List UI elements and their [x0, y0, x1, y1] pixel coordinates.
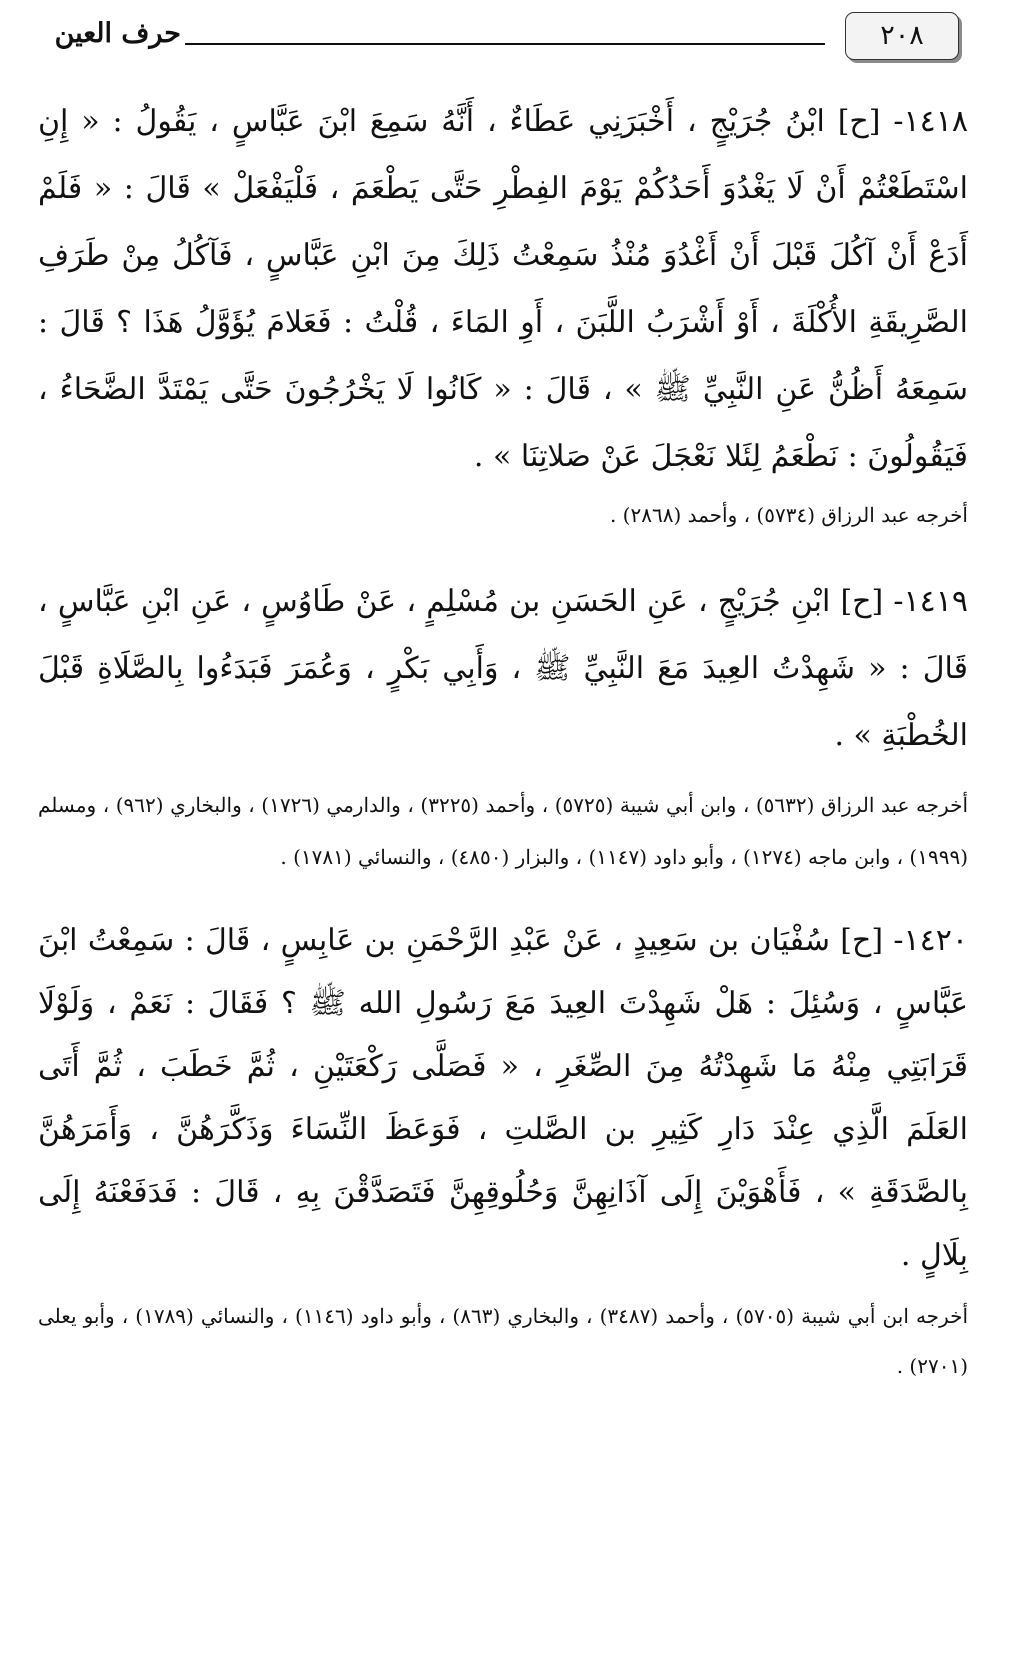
- header-rule: [185, 43, 825, 45]
- hadith-1420: ١٤٢٠- [ح] سُفْيَان بن سَعِيدٍ ، عَنْ عَبْدِ الرَّحْمَنِ بن عَابِسٍ ، قَالَ : سَمِعْتُ ابْنَ عَبَّاسٍ ، وَسُئِلَ : هَلْ شَهِدْتَ العِيدَ مَعَ رَسُولِ الله ﷺ ؟ فَقَالَ : نَعَمْ ، وَلَوْلَا قَرَابَتِي مِنْهُ مَا شَهِدْتُهُ مِنَ الصِّغَرِ ، « فَصَلَّى رَكْعَتَيْنِ ، ثُمَّ خَطَبَ ، ثُمَّ أَتَى العَلَمَ الَّذِي عِنْدَ دَارِ كَثِيرِ بن الصَّلتِ ، فَوَعَظَ النِّسَاءَ وَذَكَّرَهُنَّ ، وَأَمَرَهُنَّ بِالصَّدَقَةِ » ، فَأَهْوَيْنَ إِلَى آذَانِهِنَّ وَحُلُوقِهِنَّ فَتَصَدَّقْنَ بِهِ ، قَالَ : فَدَفَعْنَهُ إِلَى بِلَالٍ .: [38, 923, 968, 1273]
- chapter-title: حرف العين: [54, 18, 181, 49]
- reference-1419: أخرجه عبد الرزاق (٥٦٣٢) ، وابن أبي شيبة (٥٧٢٥) ، وأحمد (٣٢٢٥) ، والدارمي (١٧٢٦) ، والبخاري (٩٦٢) ، ومسلم (١٩٩٩) ، وابن ماجه (١٢٧٤) ، وأبو داود (١١٤٧) ، والبزار (٤٨٥٠) ، والنسائي (١٧٨١) .: [38, 793, 968, 869]
- hadith-1418: ١٤١٨- [ح] ابْنُ جُرَيْجٍ ، أَخْبَرَنِي عَطَاءٌ ، أَنَّهُ سَمِعَ ابْنَ عَبَّاسٍ ، يَقُولُ : « إِنِ اسْتَطَعْتُمْ أَنْ لَا يَغْدُوَ أَحَدُكُمْ يَوْمَ الفِطْرِ حَتَّى يَطْعَمَ ، فَلْيَفْعَلْ » قَالَ : « فَلَمْ أَدَعْ أَنْ آكُلَ قَبْلَ أَنْ أَغْدُوَ مُنْذُ سَمِعْتُ ذَلِكَ مِنَ ابْنِ عَبَّاسٍ ، فَآكُلُ مِنْ طَرَفِ الصَّرِيقَةِ الأُكْلَةَ ، أَوْ أَشْرَبُ اللَّبَنَ ، أَوِ المَاءَ ، قُلْتُ : فَعَلامَ يُؤَوَّلُ هَذَا ؟ قَالَ : سَمِعَهُ أَظُنُّ عَنِ النَّبِيِّ ﷺ » ، قَالَ : « كَانُوا لَا يَخْرُجُونَ حَتَّى يَمْتَدَّ الضَّحَاءُ ، فَيَقُولُونَ : نَطْعَمُ لِئَلا نَعْجَلَ عَنْ صَلاتِنَا » .: [38, 104, 968, 474]
- page-body: [38, 88, 968, 1391]
- page-header: [0, 0, 1010, 80]
- page-number: ٢٠٨: [845, 12, 959, 60]
- hadith-1419: ١٤١٩- [ح] ابْنِ جُرَيْجٍ ، عَنِ الحَسَنِ بن مُسْلِمٍ ، عَنْ طَاوُسٍ ، عَنِ ابْنِ عَبَّاسٍ ، قَالَ : « شَهِدْتُ العِيدَ مَعَ النَّبِيِّ ﷺ ، وَأَبِي بَكْرٍ ، وَعُمَرَ فَبَدَءُوا بِالصَّلَاةِ قَبْلَ الخُطْبَةِ » .: [38, 584, 968, 753]
- reference-1418: أخرجه عبد الرزاق (٥٧٣٤) ، وأحمد (٢٨٦٨) .: [609, 503, 968, 527]
- reference-1420: أخرجه ابن أبي شيبة (٥٧٠٥) ، وأحمد (٣٤٨٧) ، والبخاري (٨٦٣) ، وأبو داود (١١٤٦) ، والنسائي (١٧٨٩) ، وأبو يعلى (٢٧٠١) .: [38, 1304, 969, 1378]
